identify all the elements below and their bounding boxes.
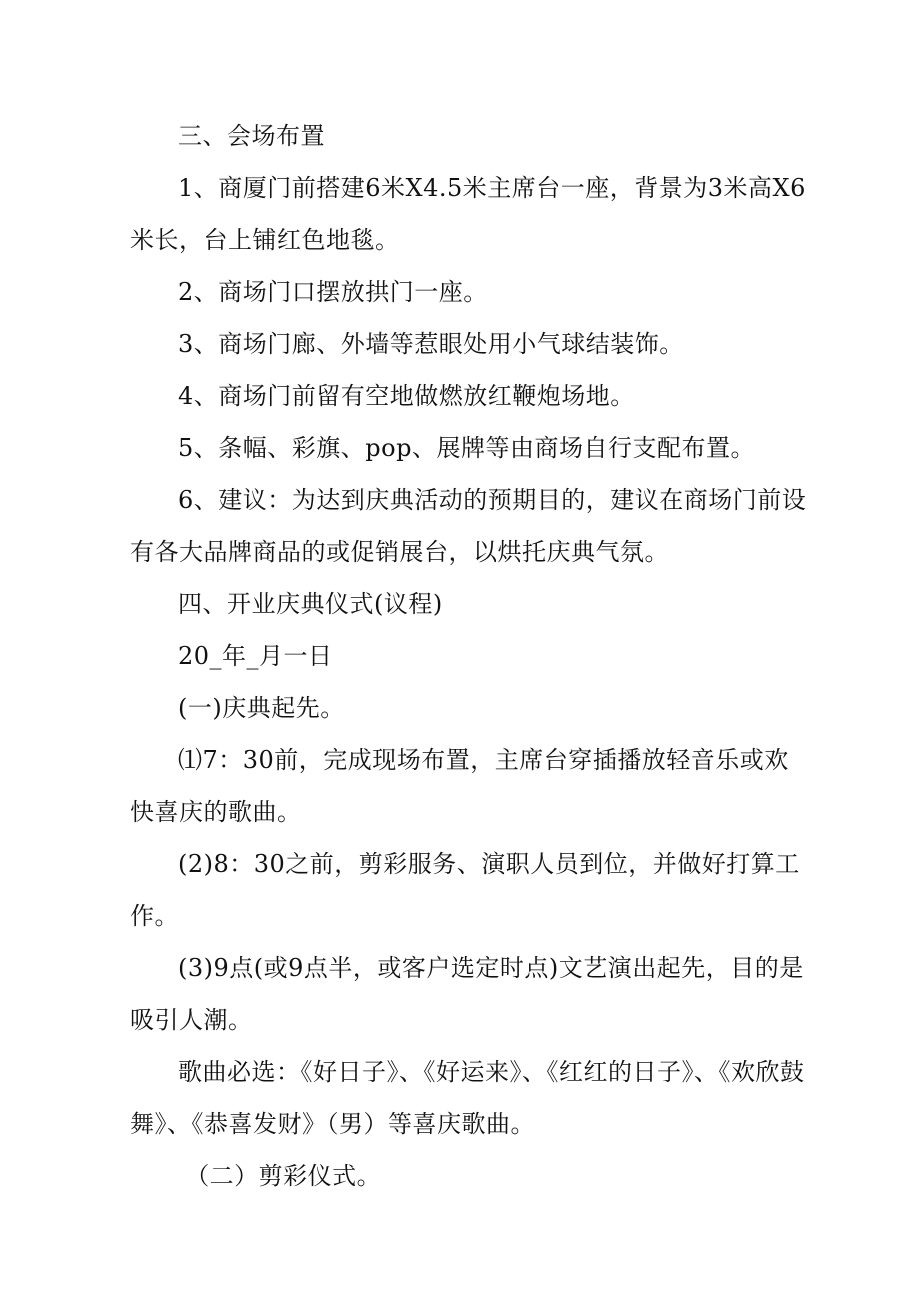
venue-item-2: 2、商场门口摆放拱门一座。: [178, 278, 488, 306]
schedule-item-2: (2)8：30之前，剪彩服务、演职人员到位，并做好打算工作。: [130, 850, 800, 930]
ceremony-date: 20_年_月一日: [178, 642, 333, 670]
subsection-ribbon-cutting: （二）剪彩仪式。: [185, 1162, 382, 1190]
document-body: [130, 110, 810, 1202]
venue-item-4: 4、商场门前留有空地做燃放红鞭炮场地。: [178, 382, 635, 410]
subsection-ceremony-start: (一)庆典起先。: [178, 694, 345, 722]
schedule-item-1: ⑴7：30前，完成现场布置，主席台穿插播放轻音乐或欢快喜庆的歌曲。: [130, 746, 789, 826]
section-heading-venue-layout: 三、会场布置: [178, 122, 325, 150]
venue-item-5: 5、条幅、彩旗、pop、展牌等由商场自行支配布置。: [178, 434, 755, 462]
section-heading-ceremony: 四、开业庆典仪式(议程): [178, 590, 443, 618]
venue-item-1: 1、商厦门前搭建6米X4.5米主席台一座，背景为3米高X6米长，台上铺红色地毯。: [130, 174, 806, 254]
schedule-item-3: (3)9点(或9点半，或客户选定时点)文艺演出起先，目的是吸引人潮。: [130, 954, 804, 1034]
venue-item-3: 3、商场门廊、外墙等惹眼处用小气球结装饰。: [178, 330, 684, 358]
required-songs: 歌曲必选：《好日子》、《好运来》、《红红的日子》、《欢欣鼓舞》、《恭喜发财》（男）等喜庆歌曲。: [130, 1058, 805, 1138]
venue-item-6: 6、建议：为达到庆典活动的预期目的，建议在商场门前设有各大品牌商品的或促销展台，以烘托庆典气氛。: [130, 486, 807, 566]
